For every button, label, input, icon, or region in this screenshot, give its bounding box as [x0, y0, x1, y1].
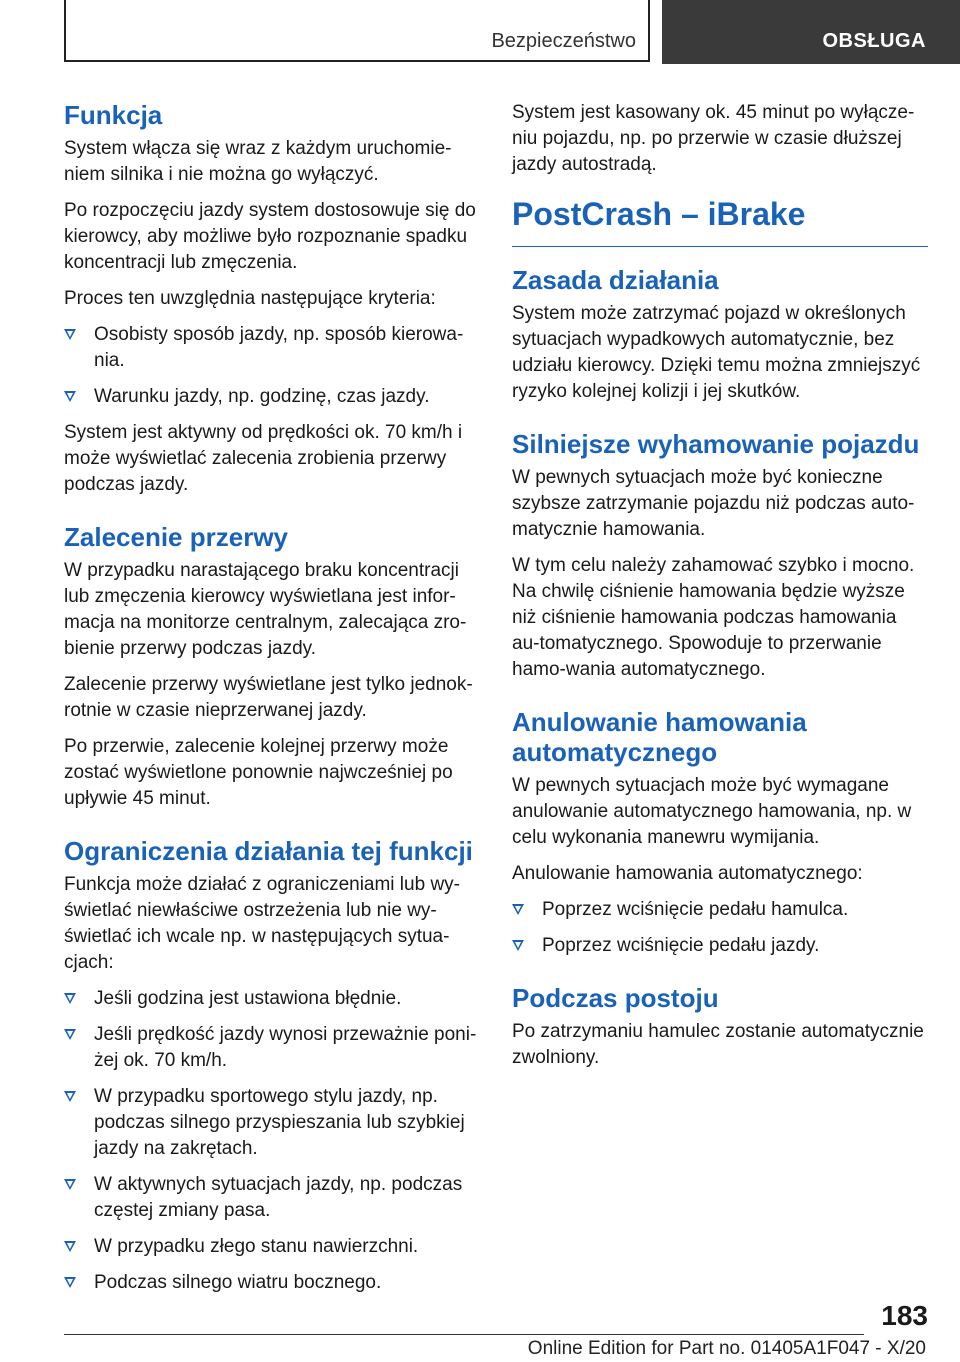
left-column — [64, 100, 478, 1306]
paragraph: Zalecenie przerwy wyświetlane jest tylko jednok-rotnie w czasie nieprzerwanej jazdy. — [64, 674, 473, 721]
page-header — [0, 0, 960, 66]
triangle-bullet-icon — [512, 940, 524, 951]
paragraph: Proces ten uwzględnia następujące kryteria: — [64, 288, 436, 309]
heading-podczas-postoju: Podczas postoju — [512, 983, 719, 1013]
triangle-bullet-icon — [64, 1179, 76, 1190]
list-item: Podczas silnego wiatru bocznego. — [64, 1270, 478, 1296]
list-item: Poprzez wciśnięcie pedału jazdy. — [512, 933, 928, 959]
paragraph: W przypadku narastającego braku koncentracji lub zmęczenia kierowcy wyświetlana jest infor-macja na monitorze centralnym, zalecająca zro-bienie przerwy podczas jazdy. — [64, 560, 467, 659]
header-section-title: Bezpieczeństwo — [491, 30, 636, 52]
section-title-postcrash: PostCrash – iBrake — [512, 192, 928, 247]
list-item: Poprzez wciśnięcie pedału hamulca. — [512, 897, 928, 923]
heading-funkcja: Funkcja — [64, 100, 163, 130]
triangle-bullet-icon — [512, 904, 524, 915]
header-chapter-tab — [662, 0, 960, 64]
heading-zalecenie-przerwy: Zalecenie przerwy — [64, 522, 288, 552]
paragraph: W tym celu należy zahamować szybko i mocno. Na chwilę ciśnienie hamowania będzie wyższe niż ciśnienie hamowania podczas hamowania au-tomatycznego. Spowoduje to przerwanie hamo-wania automatycznego. — [512, 555, 915, 680]
heading-zasada-dzialania: Zasada działania — [512, 265, 719, 295]
triangle-bullet-icon — [64, 391, 76, 402]
cancel-methods-list — [512, 897, 928, 959]
list-item: Warunku jazdy, np. godzinę, czas jazdy. — [64, 384, 478, 410]
criteria-list — [64, 322, 478, 410]
heading-anulowanie-hamowania: Anulowanie hamowania automatycznego — [512, 707, 807, 767]
paragraph: System może zatrzymać pojazd w określonych sytuacjach wypadkowych automatycznie, bez udziału kierowcy. Dzięki temu można zmniejszyć ryzyko kolejnej kolizji i jej skutków. — [512, 303, 921, 402]
heading-ograniczenia: Ograniczenia działania tej funkcji — [64, 836, 473, 866]
triangle-bullet-icon — [64, 1029, 76, 1040]
limitations-list — [64, 986, 478, 1296]
triangle-bullet-icon — [64, 329, 76, 340]
paragraph: Po przerwie, zalecenie kolejnej przerwy może zostać wyświetlone ponownie najwcześniej po upływie 45 minut. — [64, 736, 453, 809]
paragraph: W pewnych sytuacjach może być wymagane anulowanie automatycznego hamowania, np. w celu wykonania manewru wymijania. — [512, 775, 912, 848]
triangle-bullet-icon — [64, 993, 76, 1004]
paragraph: System włącza się wraz z każdym uruchomie-niem silnika i nie można go wyłączyć. — [64, 138, 452, 185]
paragraph: System jest kasowany ok. 45 minut po wyłącze-niu pojazdu, np. po przerwie w czasie dłuższej jazdy autostradą. — [512, 102, 915, 175]
footer-edition-text: Online Edition for Part no. 01405A1F047 - X/20 — [527, 1338, 926, 1359]
paragraph: Funkcja może działać z ograniczeniami lub wy-świetlać niewłaściwe ostrzeżenia lub nie wy-świetlać ich wcale np. w następujących sytua-cjach: — [64, 874, 460, 973]
header-section-box — [64, 0, 650, 62]
list-item: Jeśli prędkość jazdy wynosi przeważnie poni-żej ok. 70 km/h. — [64, 1022, 478, 1074]
page-number: 183 — [881, 1300, 928, 1331]
paragraph: Po zatrzymaniu hamulec zostanie automatycznie zwolniony. — [512, 1021, 924, 1068]
paragraph: Anulowanie hamowania automatycznego: — [512, 863, 863, 884]
paragraph: Po rozpoczęciu jazdy system dostosowuje się do kierowcy, aby możliwe było rozpoznanie spadku koncentracji lub zmęczenia. — [64, 200, 476, 273]
list-item: Jeśli godzina jest ustawiona błędnie. — [64, 986, 478, 1012]
header-chapter-title: OBSŁUGA — [822, 30, 926, 52]
triangle-bullet-icon — [64, 1277, 76, 1288]
heading-silniejsze-wyhamowanie: Silniejsze wyhamowanie pojazdu — [512, 429, 920, 459]
triangle-bullet-icon — [64, 1241, 76, 1252]
list-item: W przypadku złego stanu nawierzchni. — [64, 1234, 478, 1260]
paragraph: W pewnych sytuacjach może być konieczne szybsze zatrzymanie pojazdu niż podczas auto-matycznie hamowania. — [512, 467, 915, 540]
list-item: W przypadku sportowego stylu jazdy, np. podczas silnego przyspieszania lub szybkiej jazdy na zakrętach. — [64, 1084, 478, 1162]
list-item: W aktywnych sytuacjach jazdy, np. podczas częstej zmiany pasa. — [64, 1172, 478, 1224]
right-column — [512, 100, 928, 1081]
triangle-bullet-icon — [64, 1091, 76, 1102]
footer-divider — [64, 1334, 864, 1335]
paragraph: System jest aktywny od prędkości ok. 70 km/h i może wyświetlać zalecenia zrobienia przerwy podczas jazdy. — [64, 422, 463, 495]
list-item: Osobisty sposób jazdy, np. sposób kierowa-nia. — [64, 322, 478, 374]
